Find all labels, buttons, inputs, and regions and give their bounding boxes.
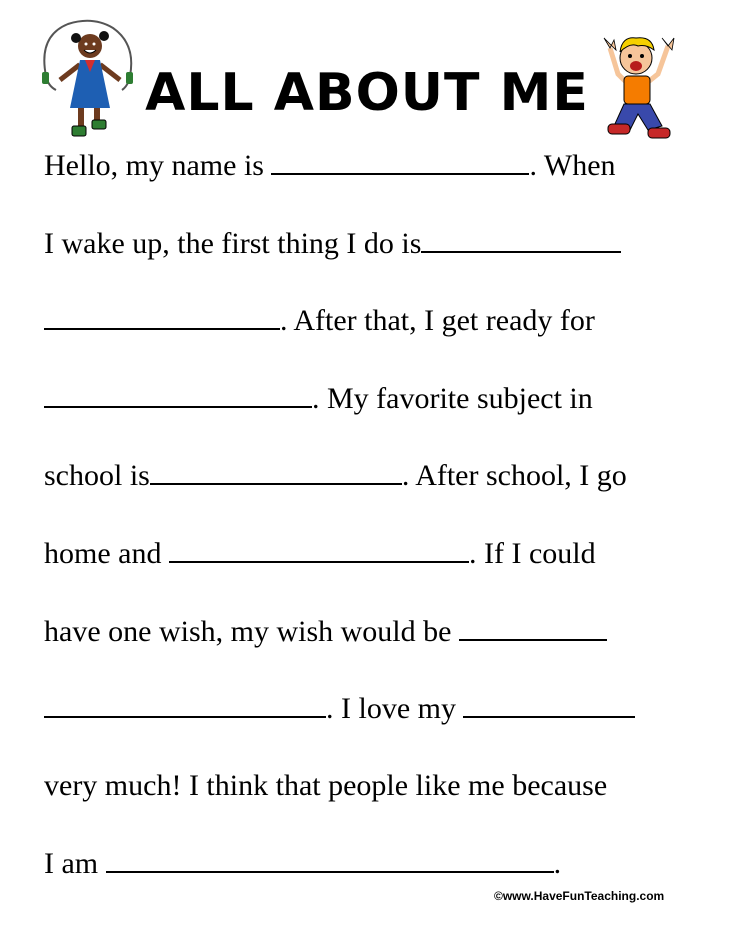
story-text: have one wish, my wish would be (44, 615, 459, 648)
story-text: home and (44, 537, 169, 570)
story-text: I am (44, 847, 106, 880)
story-text: . After that, I get ready for (280, 304, 595, 337)
story-line-1 (44, 146, 616, 186)
fill-in-blank[interactable] (271, 149, 529, 175)
story-line-2 (44, 224, 621, 264)
copyright-footer: ©www.HaveFunTeaching.com (494, 889, 665, 903)
story-text: school is (44, 459, 150, 492)
story-line-6 (44, 534, 596, 574)
story-text: . When (529, 149, 616, 182)
story-line-7 (44, 612, 607, 652)
story-line-10 (44, 844, 561, 884)
story-line-8 (44, 689, 635, 729)
story-line-9 (44, 766, 607, 806)
fill-in-blank[interactable] (169, 537, 469, 563)
fill-in-blank[interactable] (44, 304, 280, 330)
fill-in-blank[interactable] (150, 459, 402, 485)
fill-in-blank[interactable] (44, 382, 312, 408)
story-text: . After school, I go (401, 459, 627, 492)
story-text: very much! I think that people like me because (44, 769, 608, 802)
story-line-3 (44, 301, 595, 341)
girl-jumping-rope-illustration (38, 16, 138, 142)
page-title: ALL ABOUT ME (145, 63, 589, 123)
fill-in-blank[interactable] (44, 692, 326, 718)
story-text: . (553, 847, 562, 880)
story-line-4 (44, 379, 593, 419)
story-text: . My favorite subject in (312, 382, 593, 415)
fill-in-blank[interactable] (459, 615, 607, 641)
fill-in-blank[interactable] (106, 847, 554, 873)
story-text: I wake up, the first thing I do is (44, 227, 422, 260)
story-text: . If I could (468, 537, 596, 570)
story-text: . I love my (326, 692, 464, 725)
boy-cheering-illustration (590, 30, 686, 146)
story-text: Hello, my name is (44, 149, 272, 182)
story-line-5 (44, 456, 627, 496)
fill-in-blank[interactable] (421, 227, 621, 253)
fill-in-blank[interactable] (463, 692, 635, 718)
